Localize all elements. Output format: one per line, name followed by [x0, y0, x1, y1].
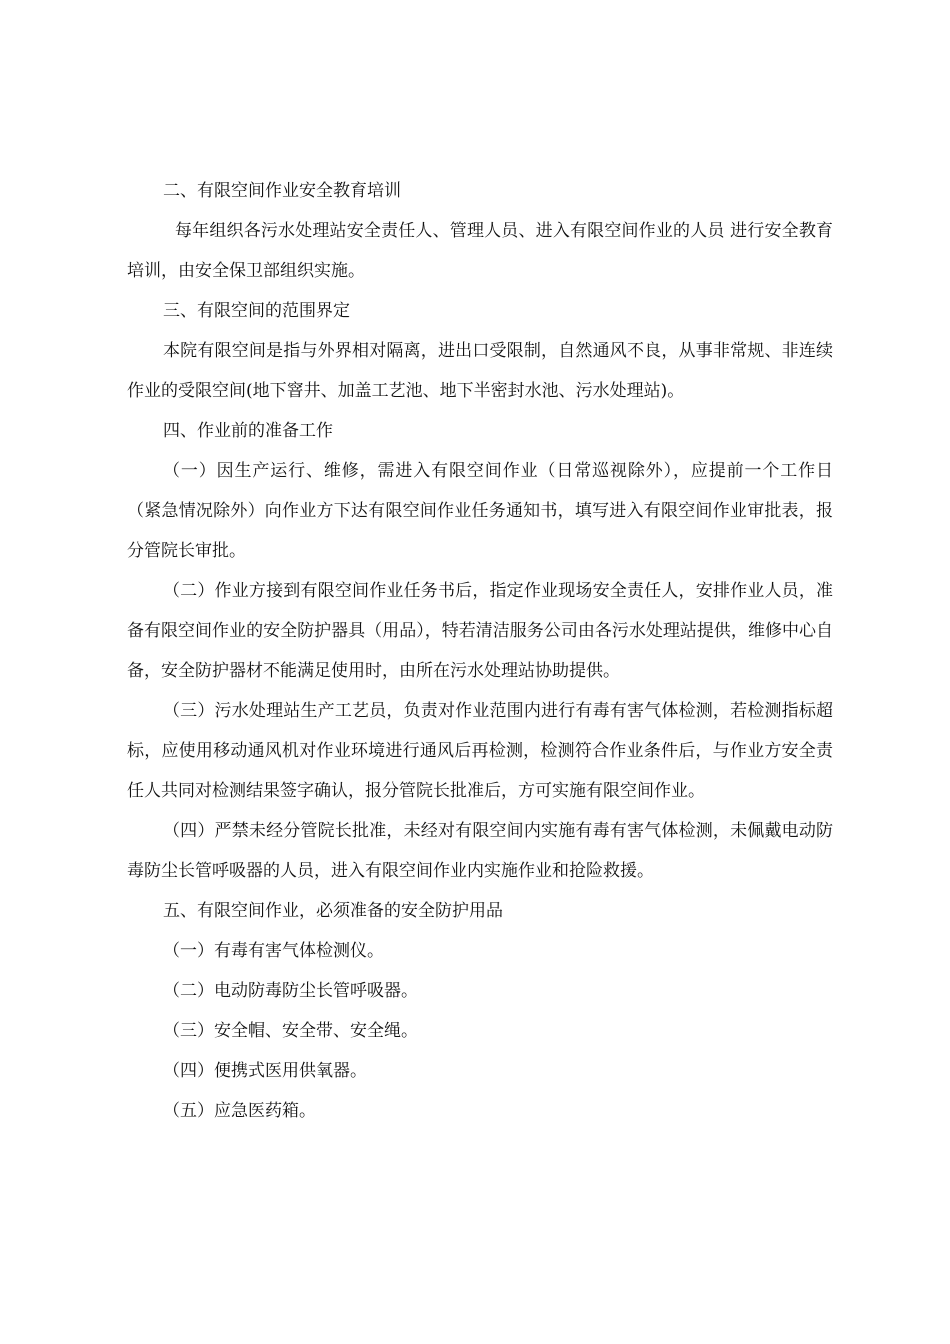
list-item: （四）便携式医用供氧器。: [163, 1061, 367, 1081]
body-paragraph: （二）作业方接到有限空间作业任务书后，指定作业现场安全责任人，安排作业人员，准备有限空间作业的安全防护器具（用品），特若清洁服务公司由各污水处理站提供，维修中心自备，安全防护器材不能满足使用时，由所在污水处理站协助提供。: [127, 581, 833, 681]
body-paragraph: （四）严禁未经分管院长批准，未经对有限空间内实施有毒有害气体检测，未佩戴电动防毒防尘长管呼吸器的人员，进入有限空间作业内实施作业和抢险救援。: [127, 821, 833, 881]
list-item: （五）应急医药箱。: [163, 1101, 316, 1121]
body-paragraph: 每年组织各污水处理站安全责任人、管理人员、进入有限空间作业的人员 进行安全教育培训，由安全保卫部组织实施。: [127, 221, 833, 281]
body-paragraph: 本院有限空间是指与外界相对隔离，进出口受限制，自然通风不良，从事非常规、非连续作业的受限空间(地下窨井、加盖工艺池、地下半密封水池、污水处理站)。: [127, 341, 833, 401]
list-item: （二）电动防毒防尘长管呼吸器。: [163, 981, 418, 1001]
section-heading: 五、有限空间作业，必须准备的安全防护用品: [163, 901, 503, 921]
section-heading: 四、作业前的准备工作: [163, 421, 333, 441]
list-item: （三）安全帽、安全带、安全绳。: [163, 1021, 418, 1041]
section-heading: 三、有限空间的范围界定: [163, 301, 350, 321]
document-body: [127, 171, 833, 1131]
body-paragraph: （一）因生产运行、维修，需进入有限空间作业（日常巡视除外），应提前一个工作日（紧急情况除外）向作业方下达有限空间作业任务通知书，填写进入有限空间作业审批表，报分管院长审批。: [127, 461, 833, 561]
list-item: （一）有毒有害气体检测仪。: [163, 941, 384, 961]
body-paragraph: （三）污水处理站生产工艺员，负责对作业范围内进行有毒有害气体检测，若检测指标超标，应使用移动通风机对作业环境进行通风后再检测，检测符合作业条件后，与作业方安全责任人共同对检测结果签字确认，报分管院长批准后，方可实施有限空间作业。: [127, 701, 833, 801]
section-heading: 二、有限空间作业安全教育培训: [163, 181, 401, 201]
